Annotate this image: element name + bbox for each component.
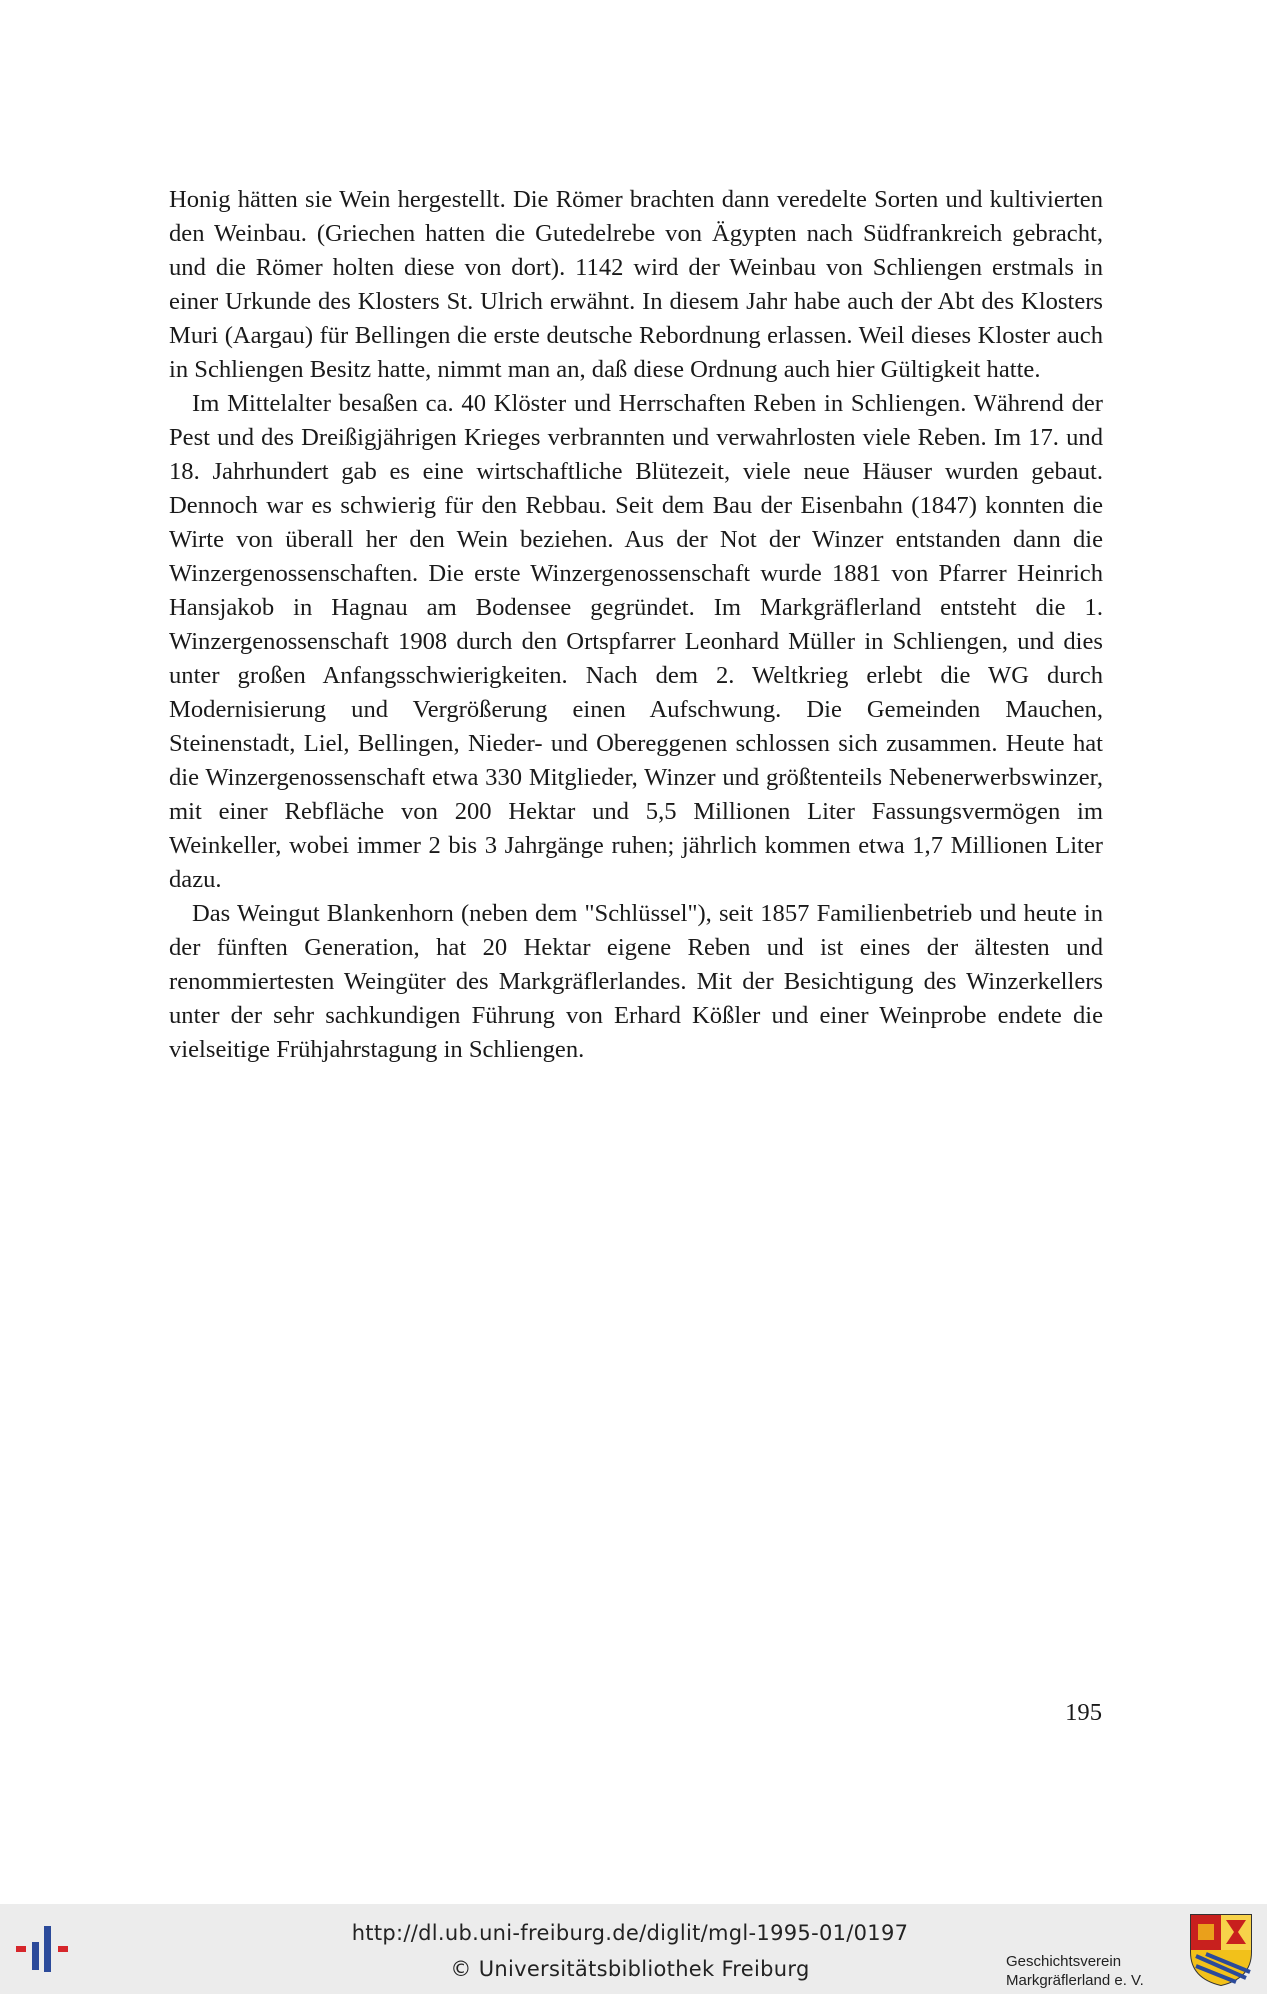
page-number: 195 [1065, 1699, 1102, 1726]
society-name [1006, 1952, 1176, 1990]
footer-copyright: © Universitätsbibliothek Freiburg [450, 1957, 810, 1981]
ub-freiburg-logo-icon [14, 1920, 80, 1978]
paragraph: Das Weingut Blankenhorn (neben dem "Schlüssel"), seit 1857 Familienbetrieb und heute in der fünften Generation, hat 20 Hektar eigene Reben und ist eines der ältesten und renommiertesten Weingüter des Markgräflerlandes. Mit der Besichtigung des Winzerkellers unter der sehr sachkundigen Führung von Erhard Kößler und einer Weinprobe endete die vielseitige Frühjahrstagung in Schliengen. [169, 900, 1103, 1063]
document-body [169, 183, 1103, 1067]
footer-url-link[interactable]: http://dl.ub.uni-freiburg.de/diglit/mgl-1995-01/0197 [351, 1921, 909, 1945]
paragraph: Honig hätten sie Wein hergestellt. Die Römer brachten dann veredelte Sorten und kultivierten den Weinbau. (Griechen hatten die Gutedelrebe von Ägypten nach Südfrankreich gebracht, und die Römer holten diese von dort). 1142 wird der Weinbau von Schliengen erstmals in einer Urkunde des Klosters St. Ulrich erwähnt. In diesem Jahr habe auch der Abt des Klosters Muri (Aargau) für Bellingen die erste deutsche Rebordnung erlassen. Weil dieses Kloster auch in Schliengen Besitz hatte, nimmt man an, daß diese Ordnung auch hier Gültigkeit hatte. [169, 186, 1103, 383]
coat-of-arms-icon [1188, 1912, 1254, 1988]
society-name-line: Geschichtsverein [1006, 1953, 1122, 1970]
footer-bar [0, 1904, 1267, 1994]
paragraph: Im Mittelalter besaßen ca. 40 Klöster und Herrschaften Reben in Schliengen. Während der Pest und des Dreißigjährigen Krieges verbrannten und verwahrlosten viele Reben. Im 17. und 18. Jahrhundert gab es eine wirtschaftliche Blütezeit, viele neue Häuser wurden gebaut. Dennoch war es schwierig für den Rebbau. Seit dem Bau der Eisenbahn (1847) konnten die Wirte von überall her den Wein beziehen. Aus der Not der Winzer entstanden dann die Winzergenossenschaften. Die erste Winzergenossenschaft wurde 1881 von Pfarrer Heinrich Hansjakob in Hagnau am Bodensee gegründet. Im Markgräflerland entsteht die 1. Winzergenossenschaft 1908 durch den Ortspfarrer Leonhard Müller in Schliengen, und dies unter großen Anfangsschwierigkeiten. Nach dem 2. Weltkrieg erlebt die WG durch Modernisierung und Vergrößerung einen Aufschwung. Die Gemeinden Mauchen, Steinenstadt, Liel, Bellingen, Nieder- und Obereggenen schlossen sich zusammen. Heute hat die Winzergenossenschaft etwa 330 Mitglieder, Winzer und größtenteils Nebenerwerbswinzer, mit einer Rebfläche von 200 Hektar und 5,5 Millionen Liter Fassungsvermögen im Weinkeller, wobei immer 2 bis 3 Jahrgänge ruhen; jährlich kommen etwa 1,7 Millionen Liter dazu. [169, 390, 1103, 893]
society-name-line: Markgräflerland e. V. [1006, 1972, 1144, 1989]
